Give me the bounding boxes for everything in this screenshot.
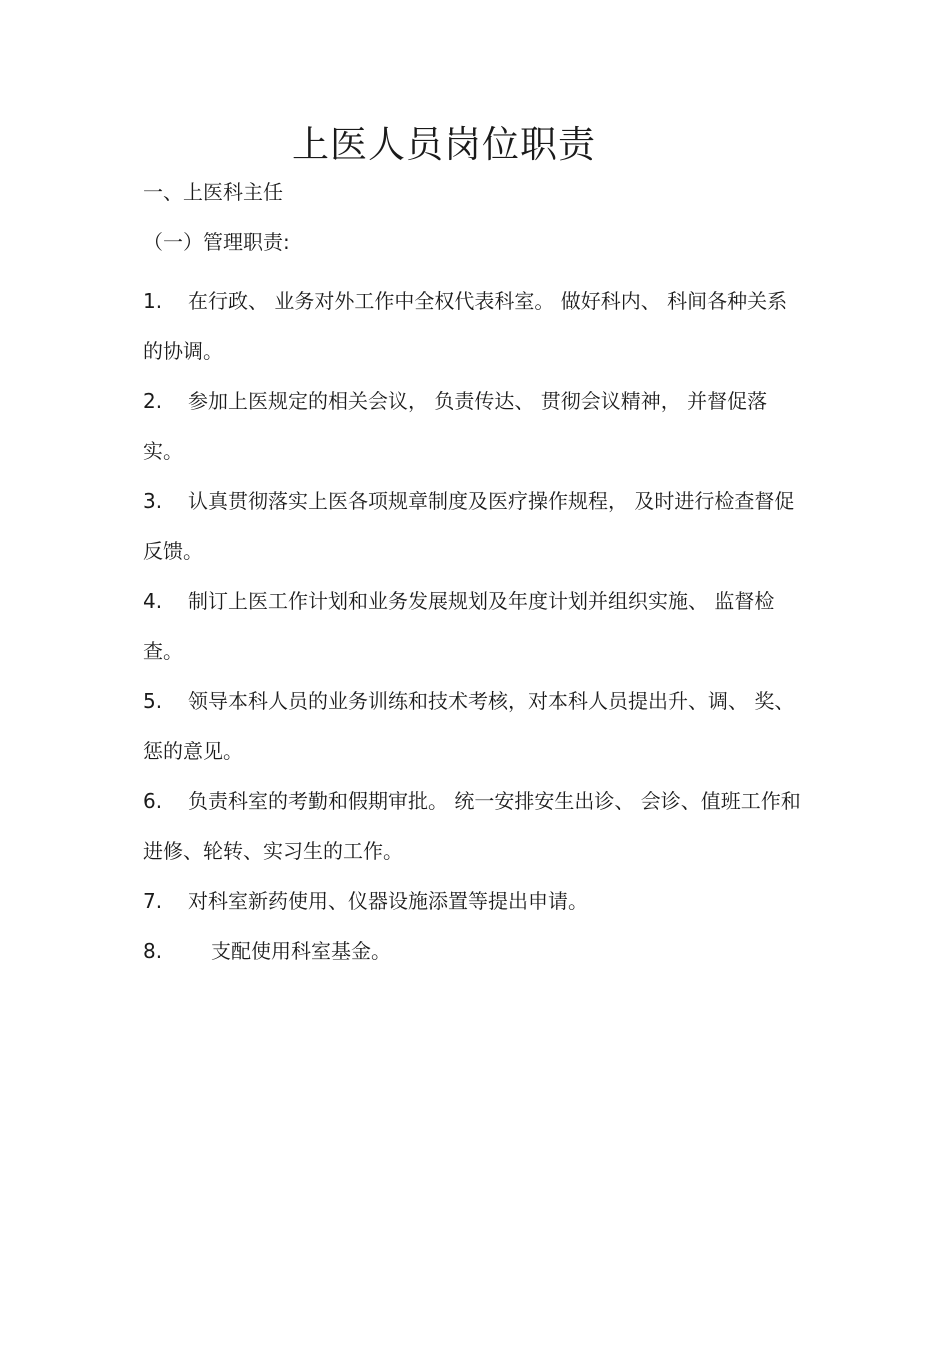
duty-number: 3. <box>143 489 163 513</box>
duty-item <box>143 476 805 576</box>
duty-item <box>143 376 805 476</box>
duty-text: 在行政、 业务对外工作中全权代表科室。 做好科内、 科间各种关系的协调。 <box>143 289 788 363</box>
duty-number: 5. <box>143 689 163 713</box>
section-heading: 一、上医科主任 <box>143 180 283 204</box>
duty-text: 制订上医工作计划和业务发展规划及年度计划并组织实施、 监督检查。 <box>143 589 775 663</box>
duty-item <box>143 276 805 376</box>
duty-number: 1. <box>143 289 163 313</box>
duty-item <box>143 676 805 776</box>
duty-item <box>143 876 805 926</box>
duty-number: 8. <box>143 939 163 963</box>
duty-item <box>143 776 805 876</box>
duty-number: 7. <box>143 889 163 913</box>
subsection-heading: （一）管理职责: <box>143 230 290 254</box>
duty-text: 参加上医规定的相关会议， 负责传达、 贯彻会议精神， 并督促落实。 <box>143 389 768 463</box>
duty-number: 6. <box>143 789 163 813</box>
document-title: 上医人员岗位职责 <box>292 123 596 166</box>
duty-item <box>143 576 805 676</box>
duty-text: 支配使用科室基金。 <box>211 939 391 963</box>
duty-item <box>143 926 805 976</box>
duty-list <box>143 276 805 976</box>
duty-number: 2. <box>143 389 163 413</box>
duty-text: 领导本科人员的业务训练和技术考核，对本科人员提出升、调、 奖、惩的意见。 <box>143 689 795 763</box>
duty-text: 认真贯彻落实上医各项规章制度及医疗操作规程， 及时进行检查督促反馈。 <box>143 489 795 563</box>
duty-number: 4. <box>143 589 163 613</box>
duty-text: 对科室新药使用、仪器设施添置等提出申请。 <box>188 889 588 913</box>
duty-text: 负责科室的考勤和假期审批。 统一安排安生出诊、 会诊、值班工作和进修、轮转、实习生的工作。 <box>143 789 801 863</box>
